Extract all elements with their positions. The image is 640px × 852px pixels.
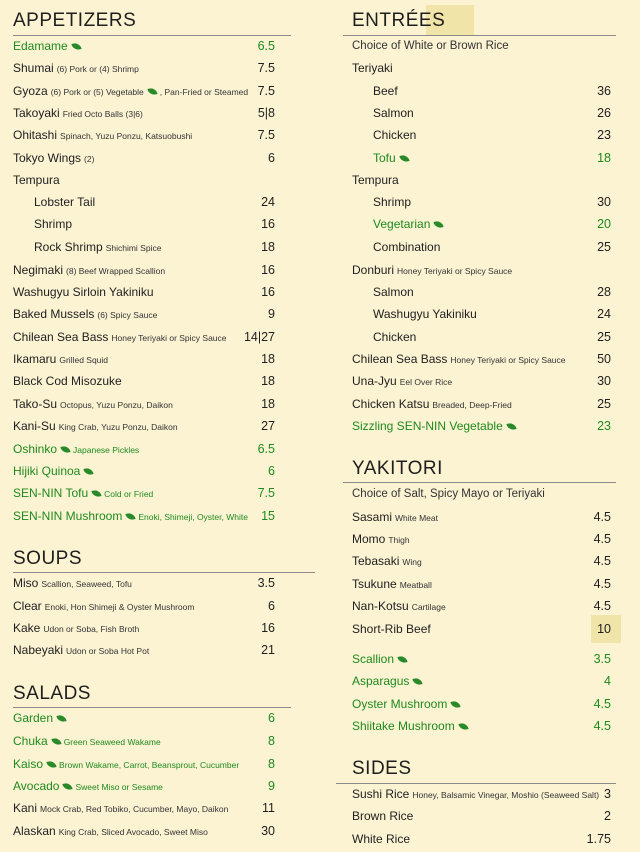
item-price: 24 xyxy=(597,307,611,321)
item-description: Brown Wakame, Carrot, Beansprout, Cucumber xyxy=(59,760,240,770)
item-name: Baked Mussels xyxy=(13,307,95,321)
item-name: SEN-NIN Mushroom xyxy=(13,509,123,523)
item-description: Breaded, Deep-Fried xyxy=(432,400,512,410)
item-price: 11 xyxy=(262,801,275,815)
item-name: Sushi Rice xyxy=(352,787,410,801)
entrees-menu-item xyxy=(373,306,611,322)
salads-menu-item xyxy=(13,756,275,772)
appetizers-menu-item xyxy=(13,396,275,412)
sides-menu-item xyxy=(352,808,611,824)
leaf-icon xyxy=(56,714,66,723)
appetizers-menu-item xyxy=(13,60,275,76)
item-price: 4 xyxy=(604,674,611,688)
entrees-menu-item xyxy=(373,216,611,232)
item-name: Tofu xyxy=(373,151,396,165)
item-name: Gyoza xyxy=(13,84,48,98)
appetizers-menu-item xyxy=(13,105,275,121)
item-name: Oshinko xyxy=(13,442,58,456)
entrees-menu-item xyxy=(352,351,611,367)
item-price: 18 xyxy=(261,240,275,254)
item-name: Avocado xyxy=(13,779,60,793)
item-price: 7.5 xyxy=(257,61,275,75)
item-name: White Rice xyxy=(352,832,411,846)
yakitori-menu-item xyxy=(352,598,611,614)
item-price: 25 xyxy=(597,330,611,344)
item-description: (6) Pork or (5) Vegetable xyxy=(50,87,144,97)
item-price: 16 xyxy=(261,217,275,231)
item-price: 18 xyxy=(261,397,275,411)
appetizers-menu-item xyxy=(13,373,275,389)
item-name: Shiitake Mushroom xyxy=(352,719,455,733)
item-price: 6 xyxy=(268,711,275,725)
sides-title: SIDES xyxy=(352,758,412,779)
appetizers-menu-item xyxy=(13,329,275,345)
item-price: 15 xyxy=(261,509,275,523)
item-price: 5|8 xyxy=(257,106,275,120)
item-price: 3 xyxy=(604,787,611,801)
appetizers-menu-item xyxy=(13,262,275,278)
item-price: 23 xyxy=(597,419,611,433)
salads-divider xyxy=(13,707,291,708)
item-name: Hijiki Quinoa xyxy=(13,464,81,478)
item-price: 7.5 xyxy=(257,84,275,98)
item-price: 9 xyxy=(268,779,275,793)
item-price: 4.5 xyxy=(593,554,611,568)
item-price: 7.5 xyxy=(257,486,275,500)
leaf-icon xyxy=(397,655,407,664)
entrees-menu-item xyxy=(352,262,611,278)
item-name: Scallion xyxy=(352,652,395,666)
appetizers-menu-item xyxy=(13,284,275,300)
item-name: Chicken Katsu xyxy=(352,397,430,411)
item-price: 26 xyxy=(597,106,611,120)
item-description: Mock Crab, Red Tobiko, Cucumber, Mayo, Daikon xyxy=(40,804,229,814)
item-name: Tebasaki xyxy=(352,554,400,568)
item-name: Vegetarian xyxy=(373,217,431,231)
item-name: Negimaki xyxy=(13,263,64,277)
item-name: Nan-Kotsu xyxy=(352,599,409,613)
item-name: Kani xyxy=(13,801,38,815)
appetizers-menu-item xyxy=(13,463,275,479)
entrees-menu-item xyxy=(352,396,611,412)
appetizers-menu-item xyxy=(13,127,275,143)
item-name: Sasami xyxy=(352,510,393,524)
item-name: Tempura xyxy=(352,173,399,187)
entrees-menu-item xyxy=(373,83,611,99)
item-description-extra: , Pan-Fried or Steamed xyxy=(159,87,249,97)
appetizers-menu-item xyxy=(34,194,275,210)
item-description: Shichimi Spice xyxy=(105,243,162,253)
item-description: (8) Beef Wrapped Scallion xyxy=(66,266,166,276)
leaf-icon xyxy=(399,154,409,163)
item-name: Chicken xyxy=(373,128,417,142)
item-name: Clear xyxy=(13,599,42,613)
item-price: 3.5 xyxy=(257,576,275,590)
item-description: (6) Spicy Sauce xyxy=(97,310,158,320)
item-price: 4.5 xyxy=(593,599,611,613)
item-description: Wing xyxy=(402,557,422,567)
item-description: Scallion, Seaweed, Tofu xyxy=(41,579,132,589)
leaf-icon xyxy=(413,677,423,686)
leaf-icon xyxy=(147,87,157,96)
appetizers-menu-item xyxy=(13,351,275,367)
appetizers-menu-item xyxy=(13,441,275,457)
leaf-icon xyxy=(458,722,468,731)
item-price: 6.5 xyxy=(257,39,275,53)
item-name: Shrimp xyxy=(34,217,73,231)
appetizers-menu-item xyxy=(34,239,275,255)
item-price: 6 xyxy=(268,464,275,478)
soups-menu-item xyxy=(13,598,275,614)
item-name: Kani-Su xyxy=(13,419,56,433)
item-name: Black Cod Misozuke xyxy=(13,374,122,388)
appetizers-menu-item xyxy=(13,306,275,322)
item-price: 8 xyxy=(268,734,275,748)
salads-menu-item xyxy=(13,823,275,839)
item-description: Honey Teriyaki or Spicy Sauce xyxy=(450,355,566,365)
yakitori-divider xyxy=(343,482,616,483)
leaf-icon xyxy=(92,489,102,498)
item-name: Oyster Mushroom xyxy=(352,697,448,711)
item-name: Shrimp xyxy=(373,195,412,209)
item-description: Sweet Miso or Sesame xyxy=(75,782,163,792)
item-name: Chilean Sea Bass xyxy=(13,330,109,344)
item-price: 9 xyxy=(268,307,275,321)
yakitori-menu-item xyxy=(352,509,611,525)
item-description: Spinach, Yuzu Ponzu, Katsuobushi xyxy=(60,131,193,141)
item-description: Eel Over Rice xyxy=(399,377,453,387)
yakitori-menu-item xyxy=(352,576,611,592)
item-name: SEN-NIN Tofu xyxy=(13,486,89,500)
appetizers-menu-item xyxy=(13,38,275,54)
entrees-menu-item xyxy=(352,418,611,434)
item-name: Ikamaru xyxy=(13,352,57,366)
item-price: 6 xyxy=(268,599,275,613)
item-name: Momo xyxy=(352,532,386,546)
item-name: Combination xyxy=(373,240,441,254)
item-description: Grilled Squid xyxy=(59,355,109,365)
salads-title: SALADS xyxy=(13,683,91,704)
leaf-icon xyxy=(434,220,444,229)
item-price: 6.5 xyxy=(257,442,275,456)
appetizers-title: APPETIZERS xyxy=(13,10,137,31)
item-description: Cold or Fried xyxy=(104,489,154,499)
item-name: Salmon xyxy=(373,285,414,299)
item-name: Asparagus xyxy=(352,674,410,688)
entrees-menu-item xyxy=(373,284,611,300)
item-name: Takoyaki xyxy=(13,106,60,120)
item-name: Tako-Su xyxy=(13,397,58,411)
item-price: 25 xyxy=(597,397,611,411)
item-price: 6 xyxy=(268,151,275,165)
item-price: 50 xyxy=(597,352,611,366)
salads-menu-item xyxy=(13,778,275,794)
item-description: White Meat xyxy=(395,513,439,523)
item-price: 30 xyxy=(261,824,275,838)
soups-menu-item xyxy=(13,642,275,658)
item-description: Japanese Pickles xyxy=(73,445,140,455)
appetizers-menu-item xyxy=(13,418,275,434)
item-price: 4.5 xyxy=(593,719,611,733)
item-description: Octopus, Yuzu Ponzu, Daikon xyxy=(60,400,173,410)
appetizers-divider xyxy=(13,35,291,36)
item-name: Ohitashi xyxy=(13,128,58,142)
item-description: King Crab, Yuzu Ponzu, Daikon xyxy=(58,422,178,432)
item-description: Meatball xyxy=(399,580,432,590)
yakitori-menu-item xyxy=(352,553,611,569)
item-name: Chuka xyxy=(13,734,48,748)
entrees-divider xyxy=(343,35,616,36)
item-description: Honey, Balsamic Vinegar, Moshio (Seaweed Salt) xyxy=(412,790,600,800)
item-price: 7.5 xyxy=(257,128,275,142)
item-name: Alaskan xyxy=(13,824,56,838)
item-name: Beef xyxy=(373,84,398,98)
appetizers-menu-item xyxy=(13,150,275,166)
yakitori-menu-item xyxy=(352,621,611,637)
item-description: (6) Pork or (4) Shrimp xyxy=(56,64,139,74)
item-price: 4.5 xyxy=(593,697,611,711)
appetizers-menu-item xyxy=(34,216,275,232)
entrees-note: Choice of White or Brown Rice xyxy=(352,40,509,52)
item-price: 30 xyxy=(597,195,611,209)
item-name: Tsukune xyxy=(352,577,397,591)
item-name: Washugyu Sirloin Yakiniku xyxy=(13,285,154,299)
item-price: 16 xyxy=(261,263,275,277)
item-description: Honey Teriyaki or Spicy Sauce xyxy=(397,266,513,276)
item-price: 4.5 xyxy=(593,532,611,546)
item-price: 20 xyxy=(597,217,611,231)
entrees-menu-item xyxy=(352,172,611,188)
item-name: Edamame xyxy=(13,39,68,53)
item-description: Udon or Soba, Fish Broth xyxy=(43,624,140,634)
entrees-menu-item xyxy=(373,329,611,345)
item-price: 18 xyxy=(261,374,275,388)
item-name: Garden xyxy=(13,711,54,725)
entrees-menu-item xyxy=(373,194,611,210)
item-price: 1.75 xyxy=(586,832,611,846)
item-name: Tokyo Wings xyxy=(13,151,82,165)
item-name: Chicken xyxy=(373,330,417,344)
appetizers-menu-item xyxy=(13,172,275,188)
soups-divider xyxy=(13,572,315,573)
item-name: Donburi xyxy=(352,263,395,277)
item-price: 2 xyxy=(604,809,611,823)
item-name: Lobster Tail xyxy=(34,195,96,209)
item-description: Honey Teriyaki or Spicy Sauce xyxy=(111,333,227,343)
item-name: Kake xyxy=(13,621,41,635)
item-price: 18 xyxy=(261,352,275,366)
item-price: 18 xyxy=(597,151,611,165)
item-name: Una-Jyu xyxy=(352,374,397,388)
soups-title: SOUPS xyxy=(13,548,83,569)
salads-menu-item xyxy=(13,733,275,749)
item-description: Thigh xyxy=(388,535,410,545)
item-price: 8 xyxy=(268,757,275,771)
salads-menu-item xyxy=(13,800,275,816)
item-price: 14|27 xyxy=(243,330,275,344)
leaf-icon xyxy=(63,782,73,791)
appetizers-menu-item xyxy=(13,508,275,524)
item-price: 16 xyxy=(261,621,275,635)
leaf-icon xyxy=(51,737,61,746)
item-name: Salmon xyxy=(373,106,414,120)
leaf-icon xyxy=(126,512,136,521)
leaf-icon xyxy=(71,42,81,51)
item-name: Miso xyxy=(13,576,39,590)
item-description: Udon or Soba Hot Pot xyxy=(66,646,150,656)
entrees-title: ENTRÉES xyxy=(352,10,446,31)
item-name: Teriyaki xyxy=(352,61,393,75)
yakitori-menu-item xyxy=(352,696,611,712)
item-name: Chilean Sea Bass xyxy=(352,352,448,366)
item-price: 10 xyxy=(597,622,611,636)
item-price: 23 xyxy=(597,128,611,142)
item-price: 28 xyxy=(597,285,611,299)
entrees-menu-item xyxy=(373,105,611,121)
yakitori-menu-item xyxy=(352,651,611,667)
item-name: Kaiso xyxy=(13,757,44,771)
salads-menu-item xyxy=(13,710,275,726)
entrees-menu-item xyxy=(373,150,611,166)
item-price: 36 xyxy=(597,84,611,98)
soups-menu-item xyxy=(13,620,275,636)
item-description: Enoki, Shimeji, Oyster, White xyxy=(138,512,248,522)
sides-menu-item xyxy=(352,786,611,802)
entrees-menu-item xyxy=(373,239,611,255)
soups-menu-item xyxy=(13,575,275,591)
item-description: King Crab, Sliced Avocado, Sweet Miso xyxy=(58,827,208,837)
item-name: Brown Rice xyxy=(352,809,414,823)
entrees-menu-item xyxy=(373,127,611,143)
item-price: 25 xyxy=(597,240,611,254)
item-price: 4.5 xyxy=(593,510,611,524)
appetizers-menu-item xyxy=(13,485,275,501)
item-price: 3.5 xyxy=(593,652,611,666)
item-name: Rock Shrimp xyxy=(34,240,103,254)
appetizers-menu-item xyxy=(13,83,275,99)
item-description: Fried Octo Balls (3|6) xyxy=(62,109,143,119)
entrees-menu-item xyxy=(352,373,611,389)
item-name: Sizzling SEN-NIN Vegetable xyxy=(352,419,503,433)
item-name: Tempura xyxy=(13,173,60,187)
leaf-icon xyxy=(46,760,56,769)
item-description: Cartilage xyxy=(411,602,446,612)
item-price: 16 xyxy=(261,285,275,299)
item-price: 30 xyxy=(597,374,611,388)
item-name: Shumai xyxy=(13,61,54,75)
item-price: 4.5 xyxy=(593,577,611,591)
sides-menu-item xyxy=(352,831,611,847)
leaf-icon xyxy=(60,445,70,454)
sides-divider xyxy=(336,783,616,784)
leaf-icon xyxy=(506,422,516,431)
yakitori-menu-item xyxy=(352,531,611,547)
yakitori-note: Choice of Salt, Spicy Mayo or Teriyaki xyxy=(352,488,545,500)
leaf-icon xyxy=(451,700,461,709)
item-price: 21 xyxy=(261,643,275,657)
item-name: Short-Rib Beef xyxy=(352,622,431,636)
item-description: (2) xyxy=(84,154,95,164)
item-description: Enoki, Hon Shimeji & Oyster Mushroom xyxy=(44,602,195,612)
item-name: Washugyu Yakiniku xyxy=(373,307,477,321)
entrees-menu-item xyxy=(352,60,611,76)
item-price: 27 xyxy=(261,419,275,433)
item-price: 24 xyxy=(261,195,275,209)
item-name: Nabeyaki xyxy=(13,643,64,657)
yakitori-menu-item xyxy=(352,718,611,734)
item-description: Green Seaweed Wakame xyxy=(63,737,161,747)
leaf-icon xyxy=(84,467,94,476)
yakitori-menu-item xyxy=(352,673,611,689)
yakitori-title: YAKITORI xyxy=(352,458,443,479)
